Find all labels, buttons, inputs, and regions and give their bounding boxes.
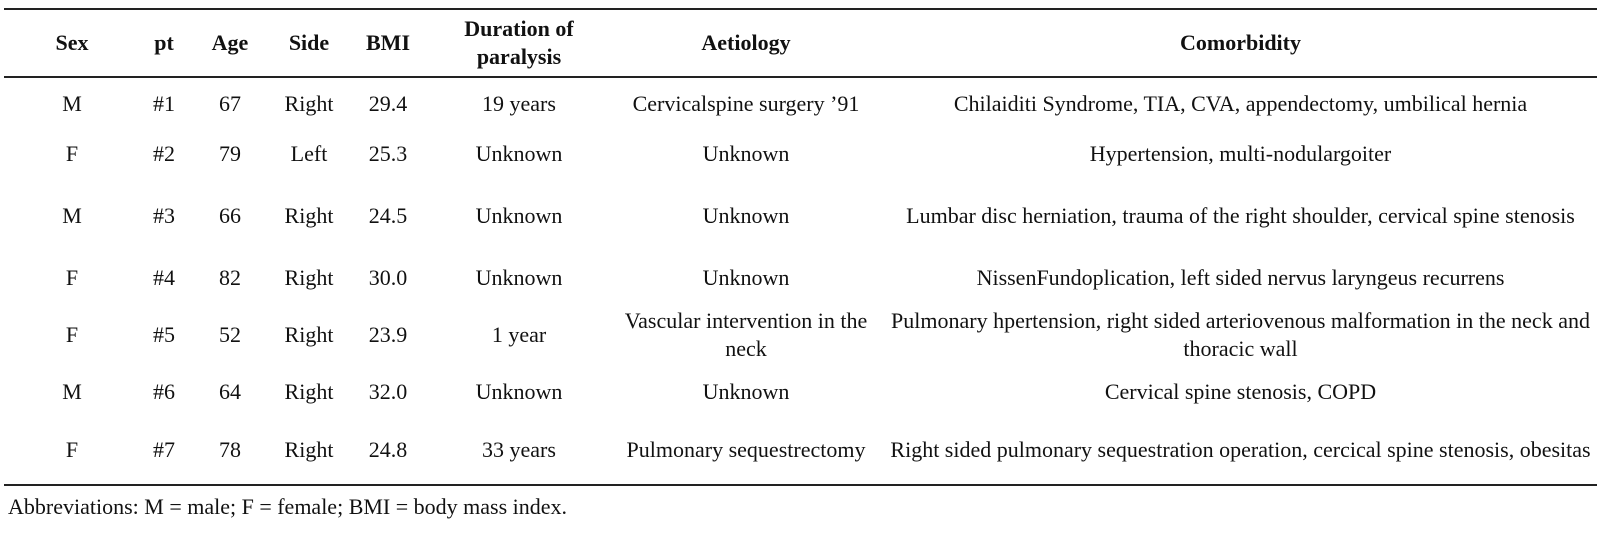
cell-side: Right [284, 265, 334, 290]
cell-aetiology: Unknown [702, 141, 790, 166]
cell-pt: #2 [153, 141, 175, 166]
header-side: Side [288, 30, 330, 55]
cell-comorbidity: Cervical spine stenosis, COPD [1104, 379, 1377, 404]
cell-duration: Unknown [475, 203, 563, 228]
cell-aetiology: Unknown [702, 379, 790, 404]
header-aetiology: Aetiology [701, 30, 791, 55]
cell-duration: 19 years [482, 91, 556, 116]
cell-age: 64 [219, 379, 241, 404]
cell-aetiology: Unknown [702, 265, 790, 290]
cell-comorbidity: Lumbar disc herniation, trauma of the right shoulder, cervical spine stenosis [906, 203, 1575, 228]
cell-age: 79 [219, 141, 241, 166]
header-row [4, 9, 1597, 77]
cell-sex: F [65, 437, 79, 462]
cell-sex: F [65, 322, 79, 347]
cell-side: Right [284, 322, 334, 347]
cell-comorbidity: NissenFundoplication, left sided nervus laryngeus recurrens [976, 265, 1505, 290]
cell-duration: 1 year [491, 322, 547, 347]
cell-aetiology: Vascular intervention in the neck [624, 308, 868, 361]
table-row [4, 416, 1597, 485]
cell-pt: #1 [153, 91, 175, 116]
table-row [4, 302, 1597, 368]
cell-sex: F [65, 141, 79, 166]
cell-bmi: 25.3 [368, 141, 408, 166]
cell-pt: #3 [153, 203, 175, 228]
cell-side: Left [290, 141, 328, 166]
table-body [4, 77, 1597, 485]
patient-table [4, 8, 1597, 486]
cell-age: 66 [219, 203, 241, 228]
cell-pt: #4 [153, 265, 175, 290]
cell-age: 52 [219, 322, 241, 347]
cell-duration: Unknown [475, 379, 563, 404]
cell-aetiology: Pulmonary sequestrectomy [626, 437, 866, 462]
cell-comorbidity: Pulmonary hpertension, right sided arteriovenous malformation in the neck and thoracic wall [891, 308, 1590, 361]
cell-comorbidity: Right sided pulmonary sequestration operation, cercical spine stenosis, obesitas [890, 437, 1591, 462]
cell-side: Right [284, 437, 334, 462]
cell-bmi: 32.0 [368, 379, 408, 404]
header-age: Age [211, 30, 249, 55]
abbreviations-footnote: Abbreviations: M = male; F = female; BMI = body mass index. [8, 494, 568, 519]
cell-side: Right [284, 203, 334, 228]
cell-bmi: 29.4 [368, 91, 408, 116]
cell-side: Right [284, 379, 334, 404]
cell-sex: M [62, 379, 82, 404]
header-pt: pt [154, 30, 174, 55]
cell-aetiology: Unknown [702, 203, 790, 228]
cell-age: 78 [219, 437, 241, 462]
header-sex: Sex [55, 30, 89, 55]
cell-bmi: 24.5 [368, 203, 408, 228]
header-bmi: BMI [366, 30, 410, 55]
cell-duration: Unknown [475, 265, 563, 290]
cell-age: 82 [219, 265, 241, 290]
cell-sex: M [62, 203, 82, 228]
table-row [4, 178, 1597, 254]
table-row [4, 130, 1597, 178]
cell-pt: #7 [153, 437, 175, 462]
cell-side: Right [284, 91, 334, 116]
cell-sex: F [65, 265, 79, 290]
table-row [4, 368, 1597, 416]
table-row [4, 77, 1597, 130]
cell-bmi: 24.8 [368, 437, 408, 462]
cell-duration: Unknown [475, 141, 563, 166]
cell-pt: #6 [153, 379, 175, 404]
cell-bmi: 23.9 [368, 322, 408, 347]
cell-duration: 33 years [482, 437, 556, 462]
table-row [4, 254, 1597, 302]
table-header [4, 9, 1597, 77]
cell-sex: M [62, 91, 82, 116]
cell-aetiology: Cervicalspine surgery ’91 [632, 91, 860, 116]
cell-comorbidity: Chilaiditi Syndrome, TIA, CVA, appendectomy, umbilical hernia [953, 91, 1528, 116]
cell-age: 67 [219, 91, 241, 116]
header-comorbidity: Comorbidity [1180, 30, 1301, 55]
cell-comorbidity: Hypertension, multi-nodulargoiter [1089, 141, 1392, 166]
cell-bmi: 30.0 [368, 265, 408, 290]
header-duration: Duration of paralysis [464, 16, 574, 69]
cell-pt: #5 [153, 322, 175, 347]
